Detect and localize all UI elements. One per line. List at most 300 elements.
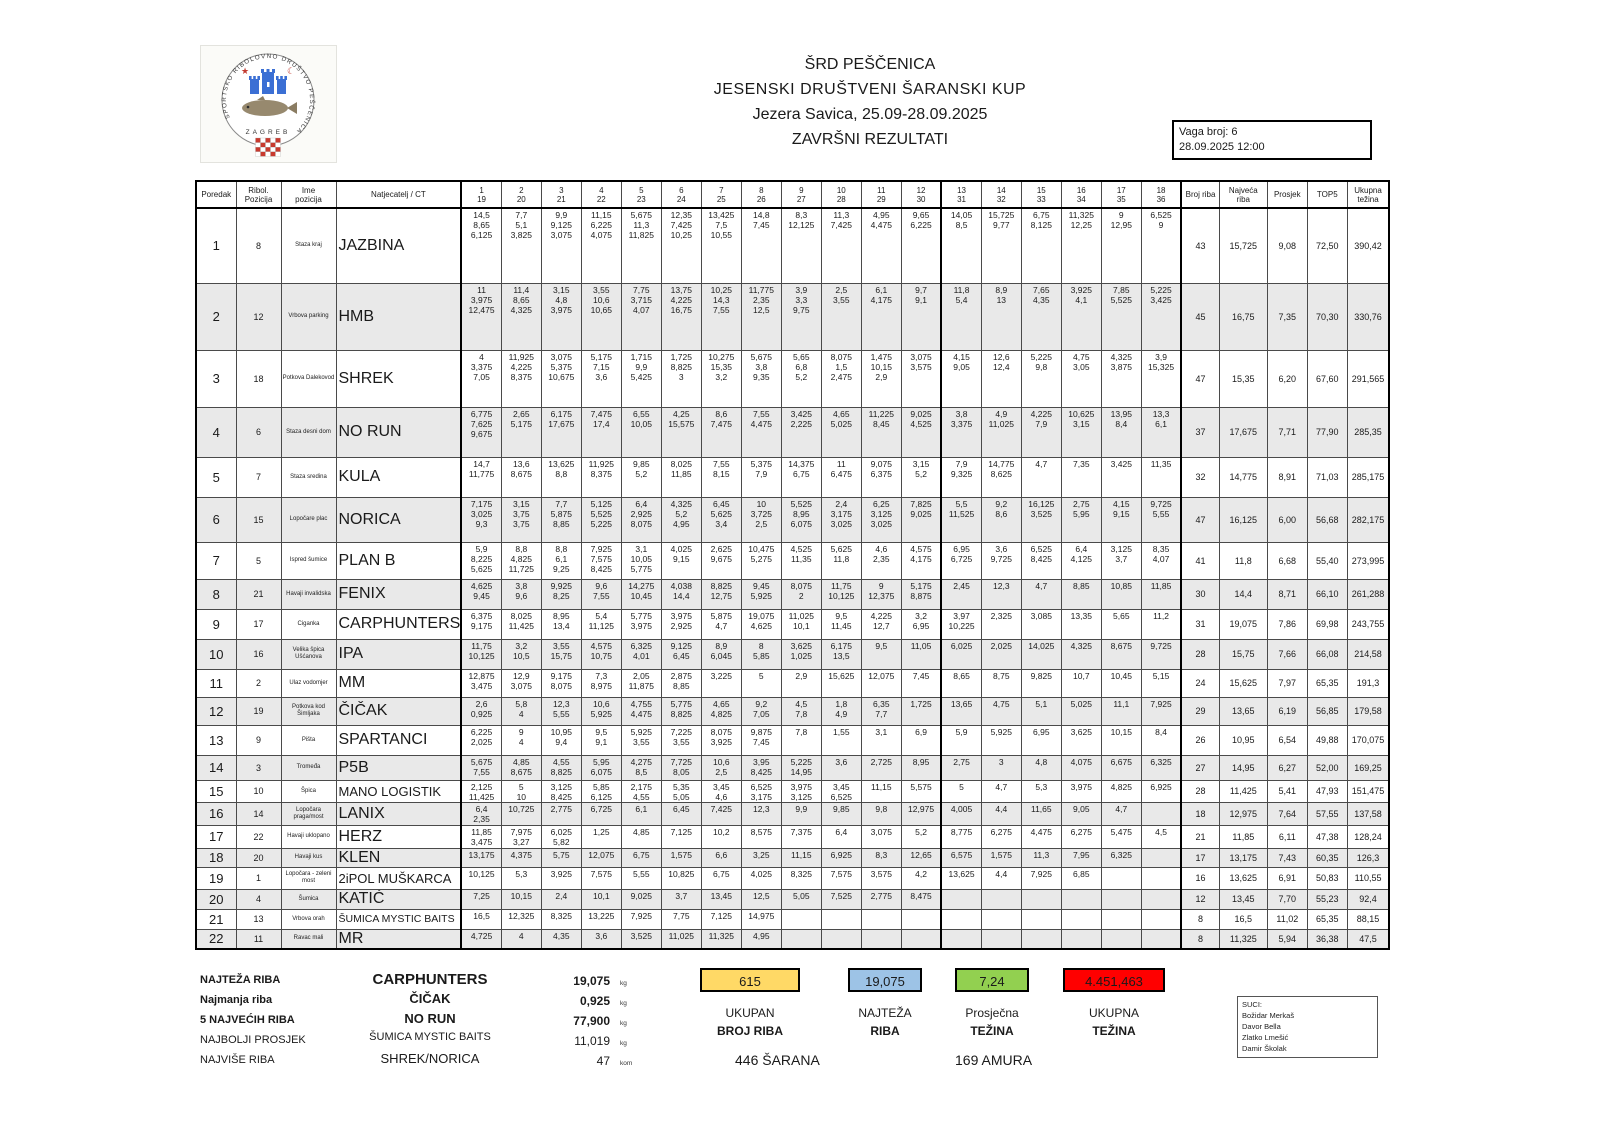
table-row — [196, 780, 1389, 802]
catch-cell — [1141, 909, 1181, 929]
top5-cell: 47,38 — [1307, 825, 1347, 848]
biggest-fish-cell: 10,95 — [1219, 725, 1267, 755]
catch-cell: 4,25 15,575 — [661, 407, 701, 457]
catch-cell: 10,95 9,4 — [541, 725, 581, 755]
team-cell: NO RUN — [336, 407, 461, 457]
club-emblem-graphic — [201, 46, 336, 162]
fish-count-cell: 8 — [1181, 909, 1219, 929]
average-cell: 6,91 — [1267, 867, 1307, 889]
spot-cell: Potkova Dalekovod — [281, 350, 336, 407]
catch-cell: 8,675 — [1101, 639, 1141, 669]
team-cell: KATIĆ — [336, 889, 461, 909]
spot-cell: Staza kraj — [281, 208, 336, 283]
catch-cell: 12,3 — [981, 579, 1021, 609]
table-row — [196, 755, 1389, 780]
catch-cell — [1101, 909, 1141, 929]
catch-cell: 3,925 — [541, 867, 581, 889]
position-cell: 5 — [236, 542, 281, 579]
catch-cell: 6,525 9 — [1141, 208, 1181, 283]
total-weight-cell: 169,25 — [1347, 755, 1389, 780]
stat-value: 11,019 — [574, 1034, 610, 1048]
catch-cell: 9,7 9,1 — [901, 283, 941, 350]
team-cell: SHREK — [336, 350, 461, 407]
catch-cell: 5,85 6,125 — [581, 780, 621, 802]
catch-cell: 11,3 — [1021, 848, 1061, 867]
catch-cell: 14,275 10,45 — [621, 579, 661, 609]
table-row — [196, 407, 1389, 457]
catch-cell: 5,675 11,3 11,825 — [621, 208, 661, 283]
catch-cell — [1141, 867, 1181, 889]
catch-cell: 7,8 — [781, 725, 821, 755]
catch-cell: 8,075 2 — [781, 579, 821, 609]
catch-cell: 5,9 8,225 5,625 — [461, 542, 501, 579]
catch-cell: 7,85 5,525 — [1101, 283, 1141, 350]
catch-cell: 14,8 7,45 — [741, 208, 781, 283]
position-cell: 15 — [236, 497, 281, 542]
table-row — [196, 457, 1389, 497]
catch-cell: 11,025 10,1 — [781, 609, 821, 639]
catch-cell: 11,925 8,375 — [581, 457, 621, 497]
catch-cell: 5,2 — [901, 825, 941, 848]
title-line-event: JESENSKI DRUŠTVENI ŠARANSKI KUP — [713, 81, 1027, 98]
catch-cell: 7,25 — [461, 889, 501, 909]
catch-cell: 7,95 — [1061, 848, 1101, 867]
catch-cell: 14,05 8,5 — [941, 208, 981, 283]
summary-box-label: UKUPNA TEŽINA — [1088, 1006, 1139, 1038]
average-cell: 7,71 — [1267, 407, 1307, 457]
total-weight-cell: 330,76 — [1347, 283, 1389, 350]
biggest-fish-cell: 13,175 — [1219, 848, 1267, 867]
catch-cell: 8,075 1,5 2,475 — [821, 350, 861, 407]
position-cell: 11 — [236, 929, 281, 949]
catch-cell: 12,3 5,55 — [541, 697, 581, 725]
catch-cell: 6,375 9,175 — [461, 609, 501, 639]
catch-cell: 4,7 — [981, 780, 1021, 802]
summary-box-label: NAJTEŽA RIBA — [858, 1006, 912, 1038]
fish-count-cell: 21 — [1181, 825, 1219, 848]
catch-cell: 9,85 — [821, 802, 861, 825]
fish-count-cell: 45 — [1181, 283, 1219, 350]
average-cell: 7,43 — [1267, 848, 1307, 867]
catch-cell: 4,625 9,45 — [461, 579, 501, 609]
rank-cell: 11 — [196, 669, 236, 697]
average-cell: 9,08 — [1267, 208, 1307, 283]
catch-cell: 13,425 7,5 10,55 — [701, 208, 741, 283]
catch-cell: 9,025 — [621, 889, 661, 909]
catch-cell: 3,625 — [1061, 725, 1101, 755]
catch-cell: 13,6 8,675 — [501, 457, 541, 497]
spot-cell: Špica — [281, 780, 336, 802]
spot-cell: Vrbova orah — [281, 909, 336, 929]
rank-cell: 17 — [196, 825, 236, 848]
catch-cell: 3,97 10,225 — [941, 609, 981, 639]
catch-cell: 2,65 5,175 — [501, 407, 541, 457]
logo-ring-text: SPORTSKO RIBOLOVNO DRUŠTVO PEŠČENICA — [220, 52, 316, 136]
title-line-results: ZAVRŠNI REZULTATI — [791, 131, 949, 148]
catch-cell: 4,075 — [1061, 755, 1101, 780]
catch-cell: 3,075 3,575 — [901, 350, 941, 407]
position-cell: 16 — [236, 639, 281, 669]
catch-cell: 4,325 — [1061, 639, 1101, 669]
catch-cell: 5,875 4,7 — [701, 609, 741, 639]
top5-cell: 66,10 — [1307, 579, 1347, 609]
catch-cell: 3,95 8,425 — [741, 755, 781, 780]
catch-cell: 9,5 — [861, 639, 901, 669]
fish-count-cell: 16 — [1181, 867, 1219, 889]
catch-cell: 8,3 12,125 — [781, 208, 821, 283]
col-header-fish-count: Broj riba — [1181, 181, 1219, 208]
stat-team: ŠUMICA MYSTIC BAITS — [369, 1031, 491, 1043]
top5-cell: 65,35 — [1307, 669, 1347, 697]
catch-cell — [941, 889, 981, 909]
catch-cell: 11,925 4,225 8,375 — [501, 350, 541, 407]
fish-count-cell: 32 — [1181, 457, 1219, 497]
catch-cell: 3,9 3,3 9,75 — [781, 283, 821, 350]
biggest-fish-cell: 14,4 — [1219, 579, 1267, 609]
catch-cell: 6,325 — [1141, 755, 1181, 780]
catch-cell: 7,575 — [821, 867, 861, 889]
catch-cell: 7,125 — [661, 825, 701, 848]
stat-team: NO RUN — [404, 1011, 456, 1026]
position-cell: 21 — [236, 579, 281, 609]
catch-cell: 6,45 — [661, 802, 701, 825]
fish-count-cell: 30 — [1181, 579, 1219, 609]
catch-cell: 3,15 4,8 3,975 — [541, 283, 581, 350]
catch-cell: 7,725 8,05 — [661, 755, 701, 780]
catch-cell: 8,65 — [941, 669, 981, 697]
table-row — [196, 889, 1389, 909]
average-cell: 5,41 — [1267, 780, 1307, 802]
rank-cell: 7 — [196, 542, 236, 579]
top5-cell: 57,55 — [1307, 802, 1347, 825]
catch-cell: 6,225 2,025 — [461, 725, 501, 755]
col-header-catch-13: 13 31 — [941, 181, 981, 208]
total-weight-cell: 88,15 — [1347, 909, 1389, 929]
position-cell: 18 — [236, 350, 281, 407]
catch-cell: 8,025 11,425 — [501, 609, 541, 639]
scale-number: Vaga broj: 6 — [1179, 126, 1238, 138]
col-header-average: Prosjek — [1267, 181, 1307, 208]
top5-cell: 67,60 — [1307, 350, 1347, 407]
catch-cell — [981, 909, 1021, 929]
table-row — [196, 609, 1389, 639]
catch-cell: 5,225 14,95 — [781, 755, 821, 780]
biggest-fish-cell: 13,65 — [1219, 697, 1267, 725]
catch-cell: 9,2 8,6 — [981, 497, 1021, 542]
catch-cell: 11,2 — [1141, 609, 1181, 639]
team-cell: CARPHUNTERS — [336, 609, 461, 639]
top5-cell: 56,85 — [1307, 697, 1347, 725]
rank-cell: 18 — [196, 848, 236, 867]
catch-cell: 8,4 — [1141, 725, 1181, 755]
biggest-fish-cell: 11,85 — [1219, 825, 1267, 848]
col-header-top5: TOP5 — [1307, 181, 1347, 208]
catch-cell: 9,925 8,25 — [541, 579, 581, 609]
stat-label: 5 NAJVEĆIH RIBA — [200, 1014, 295, 1026]
table-row — [196, 350, 1389, 407]
page-title — [560, 52, 1180, 152]
biggest-fish-cell: 16,5 — [1219, 909, 1267, 929]
table-row — [196, 497, 1389, 542]
catch-cell: 1,575 — [661, 848, 701, 867]
rank-cell: 9 — [196, 609, 236, 639]
average-cell: 6,11 — [1267, 825, 1307, 848]
judge-name: Damir Školak — [1242, 1044, 1287, 1053]
fish-count-cell: 31 — [1181, 609, 1219, 639]
catch-cell: 4,375 — [501, 848, 541, 867]
col-header-rank: Poredak — [196, 181, 236, 208]
total-weight-cell: 137,58 — [1347, 802, 1389, 825]
catch-cell: 11 6,475 — [821, 457, 861, 497]
stat-unit: kg — [620, 1020, 627, 1027]
biggest-fish-cell: 19,075 — [1219, 609, 1267, 639]
catch-cell: 10 3,725 2,5 — [741, 497, 781, 542]
col-header-catch-14: 14 32 — [981, 181, 1021, 208]
catch-cell: 13,175 — [461, 848, 501, 867]
catch-cell: 2,6 0,925 — [461, 697, 501, 725]
catch-cell: 4,4 — [981, 802, 1021, 825]
position-cell: 7 — [236, 457, 281, 497]
catch-cell: 15,725 9,77 — [981, 208, 1021, 283]
spot-cell: Havaji uklopano — [281, 825, 336, 848]
fish-count-cell: 29 — [1181, 697, 1219, 725]
catch-cell: 4,6 2,35 — [861, 542, 901, 579]
catch-cell: 8,475 — [901, 889, 941, 909]
catch-cell: 7,75 — [661, 909, 701, 929]
catch-cell: 4,15 9,05 — [941, 350, 981, 407]
total-weight-cell: 282,175 — [1347, 497, 1389, 542]
biggest-fish-cell: 15,35 — [1219, 350, 1267, 407]
catch-cell: 11,65 — [1021, 802, 1061, 825]
top5-cell: 70,30 — [1307, 283, 1347, 350]
catch-cell — [861, 909, 901, 929]
catch-cell: 4,525 11,35 — [781, 542, 821, 579]
scale-info-box — [1172, 120, 1372, 160]
catch-cell: 13,625 8,8 — [541, 457, 581, 497]
average-cell: 6,68 — [1267, 542, 1307, 579]
results-table — [195, 180, 1390, 950]
catch-cell: 6,675 — [1101, 755, 1141, 780]
catch-cell: 4,95 4,475 — [861, 208, 901, 283]
catch-cell: 8,95 13,4 — [541, 609, 581, 639]
biggest-fish-cell: 14,775 — [1219, 457, 1267, 497]
spot-cell: Havaji kus — [281, 848, 336, 867]
rank-cell: 8 — [196, 579, 236, 609]
total-weight-cell: 151,475 — [1347, 780, 1389, 802]
catch-cell: 4,225 12,7 — [861, 609, 901, 639]
col-header-catch-10: 10 28 — [821, 181, 861, 208]
catch-cell: 6,175 13,5 — [821, 639, 861, 669]
position-cell: 6 — [236, 407, 281, 457]
catch-cell: 5,125 5,525 5,225 — [581, 497, 621, 542]
catch-cell: 4,4 — [981, 867, 1021, 889]
stat-label: Najmanja riba — [200, 994, 273, 1006]
catch-cell: 11,3 7,425 — [821, 208, 861, 283]
summary-value-box: 4.451,463 — [1063, 968, 1165, 992]
fish-count-cell: 47 — [1181, 350, 1219, 407]
catch-cell: 4,7 — [1101, 802, 1141, 825]
col-header-catch-4: 4 22 — [581, 181, 621, 208]
catch-cell: 2,45 — [941, 579, 981, 609]
top5-cell: 72,50 — [1307, 208, 1347, 283]
catch-cell: 9 12,375 — [861, 579, 901, 609]
catch-cell: 14,775 8,625 — [981, 457, 1021, 497]
catch-cell: 7,925 — [1021, 867, 1061, 889]
catch-cell: 5,525 8,95 6,075 — [781, 497, 821, 542]
catch-cell: 5,925 — [981, 725, 1021, 755]
catch-cell: 5,4 11,125 — [581, 609, 621, 639]
col-header-catch-17: 17 35 — [1101, 181, 1141, 208]
catch-cell: 9,725 — [1141, 639, 1181, 669]
header-row — [196, 181, 1389, 208]
biggest-fish-cell: 16,125 — [1219, 497, 1267, 542]
catch-cell: 2,05 11,875 — [621, 669, 661, 697]
catch-cell: 1,575 — [981, 848, 1021, 867]
catch-cell: 7,45 — [901, 669, 941, 697]
col-header-catch-11: 11 29 — [861, 181, 901, 208]
catch-cell: 5,15 — [1141, 669, 1181, 697]
catch-cell: 12,35 7,425 10,25 — [661, 208, 701, 283]
catch-cell: 10,625 3,15 — [1061, 407, 1101, 457]
total-weight-cell: 47,5 — [1347, 929, 1389, 949]
team-cell: MM — [336, 669, 461, 697]
catch-cell: 7,575 — [581, 867, 621, 889]
catch-cell: 11,025 — [661, 929, 701, 949]
catch-cell: 5 — [741, 669, 781, 697]
catch-cell: 6,75 — [621, 848, 661, 867]
position-cell: 8 — [236, 208, 281, 283]
catch-cell: 5,95 6,075 — [581, 755, 621, 780]
rank-cell: 13 — [196, 725, 236, 755]
catch-cell: 5,5 11,525 — [941, 497, 981, 542]
rank-cell: 14 — [196, 755, 236, 780]
col-header-catch-8: 8 26 — [741, 181, 781, 208]
catch-cell — [1101, 889, 1141, 909]
catch-cell: 3,55 15,75 — [541, 639, 581, 669]
catch-cell: 8,025 11,85 — [661, 457, 701, 497]
catch-cell: 5,025 — [1061, 697, 1101, 725]
catch-cell: 12,65 — [901, 848, 941, 867]
catch-cell: 9,175 8,075 — [541, 669, 581, 697]
catch-cell: 2,175 4,55 — [621, 780, 661, 802]
biggest-fish-cell: 17,675 — [1219, 407, 1267, 457]
scale-datetime: 28.09.2025 12:00 — [1179, 141, 1265, 153]
catch-cell: 10,475 5,275 — [741, 542, 781, 579]
catch-cell: 7,525 — [821, 889, 861, 909]
catch-cell: 11,15 — [861, 780, 901, 802]
catch-cell: 6,275 — [981, 825, 1021, 848]
catch-cell: 3,975 2,925 — [661, 609, 701, 639]
catch-cell: 3,6 — [821, 755, 861, 780]
catch-cell: 5,8 4 — [501, 697, 541, 725]
stat-unit: kg — [620, 980, 627, 987]
catch-cell: 7,225 3,55 — [661, 725, 701, 755]
position-cell: 2 — [236, 669, 281, 697]
catch-cell: 13,225 — [581, 909, 621, 929]
catch-cell: 10,125 — [461, 867, 501, 889]
spot-cell: Potkova kod Šimljaka — [281, 697, 336, 725]
star-icon: ★ — [241, 66, 250, 76]
catch-cell: 5,35 5,05 — [661, 780, 701, 802]
catch-cell: 7,375 — [781, 825, 821, 848]
judges-title: SUCI: — [1242, 1000, 1263, 1009]
catch-cell: 5,775 8,825 — [661, 697, 701, 725]
catch-cell: 8,9 13 — [981, 283, 1021, 350]
catch-cell: 4 — [501, 929, 541, 949]
biggest-fish-cell: 15,75 — [1219, 639, 1267, 669]
average-cell: 7,64 — [1267, 802, 1307, 825]
rank-cell: 2 — [196, 283, 236, 350]
catch-cell: 11,775 2,35 12,5 — [741, 283, 781, 350]
summary-value-box: 615 — [700, 968, 800, 992]
team-cell: MR — [336, 929, 461, 949]
position-cell: 22 — [236, 825, 281, 848]
catch-cell: 13,75 4,225 16,75 — [661, 283, 701, 350]
position-cell: 20 — [236, 848, 281, 867]
catch-cell: 3,625 1,025 — [781, 639, 821, 669]
catch-cell: 8,325 — [541, 909, 581, 929]
catch-cell: 12,975 — [901, 802, 941, 825]
catch-cell — [861, 929, 901, 949]
catch-cell — [901, 929, 941, 949]
catch-cell: 12,3 — [741, 802, 781, 825]
catch-cell: 11,225 8,45 — [861, 407, 901, 457]
catch-cell: 6,35 7,7 — [861, 697, 901, 725]
catch-cell: 8,8 4,825 11,725 — [501, 542, 541, 579]
catch-cell: 2,725 — [861, 755, 901, 780]
catch-cell: 1,715 9,9 5,425 — [621, 350, 661, 407]
top5-cell: 56,68 — [1307, 497, 1347, 542]
catch-cell: 5,675 3,8 9,35 — [741, 350, 781, 407]
catch-cell: 6,55 10,05 — [621, 407, 661, 457]
average-cell: 6,19 — [1267, 697, 1307, 725]
catch-cell: 4,15 9,15 — [1101, 497, 1141, 542]
catch-cell: 5,1 — [1021, 697, 1061, 725]
catch-cell: 10,85 — [1101, 579, 1141, 609]
top5-cell: 55,23 — [1307, 889, 1347, 909]
catch-cell: 2,025 — [981, 639, 1021, 669]
catch-cell: 6,325 4,01 — [621, 639, 661, 669]
average-cell: 8,71 — [1267, 579, 1307, 609]
catch-cell: 3,575 — [861, 867, 901, 889]
fish-count-cell: 47 — [1181, 497, 1219, 542]
catch-cell: 8,6 7,475 — [701, 407, 741, 457]
catch-cell: 6,025 — [941, 639, 981, 669]
stat-value: 47 — [596, 1054, 610, 1068]
catch-cell: 5,65 — [1101, 609, 1141, 639]
catch-cell: 8,9 6,045 — [701, 639, 741, 669]
logo-city-label: ZAGREB — [245, 129, 291, 136]
catch-cell: 11,85 — [1141, 579, 1181, 609]
top5-cell: 49,88 — [1307, 725, 1347, 755]
catch-cell: 3,425 2,225 — [781, 407, 821, 457]
catch-cell: 3,1 10,05 5,775 — [621, 542, 661, 579]
position-cell: 19 — [236, 697, 281, 725]
catch-cell: 3,975 3,125 — [781, 780, 821, 802]
rank-cell: 6 — [196, 497, 236, 542]
catch-cell: 6,175 17,675 — [541, 407, 581, 457]
catch-cell: 3,075 5,375 10,675 — [541, 350, 581, 407]
stat-row — [200, 1051, 633, 1074]
average-cell: 6,20 — [1267, 350, 1307, 407]
table-row — [196, 909, 1389, 929]
catch-cell: 4,725 — [461, 929, 501, 949]
col-header-catch-18: 18 36 — [1141, 181, 1181, 208]
team-cell: HMB — [336, 283, 461, 350]
col-header-catch-7: 7 25 — [701, 181, 741, 208]
rank-cell: 4 — [196, 407, 236, 457]
team-cell: ČIČAK — [336, 697, 461, 725]
